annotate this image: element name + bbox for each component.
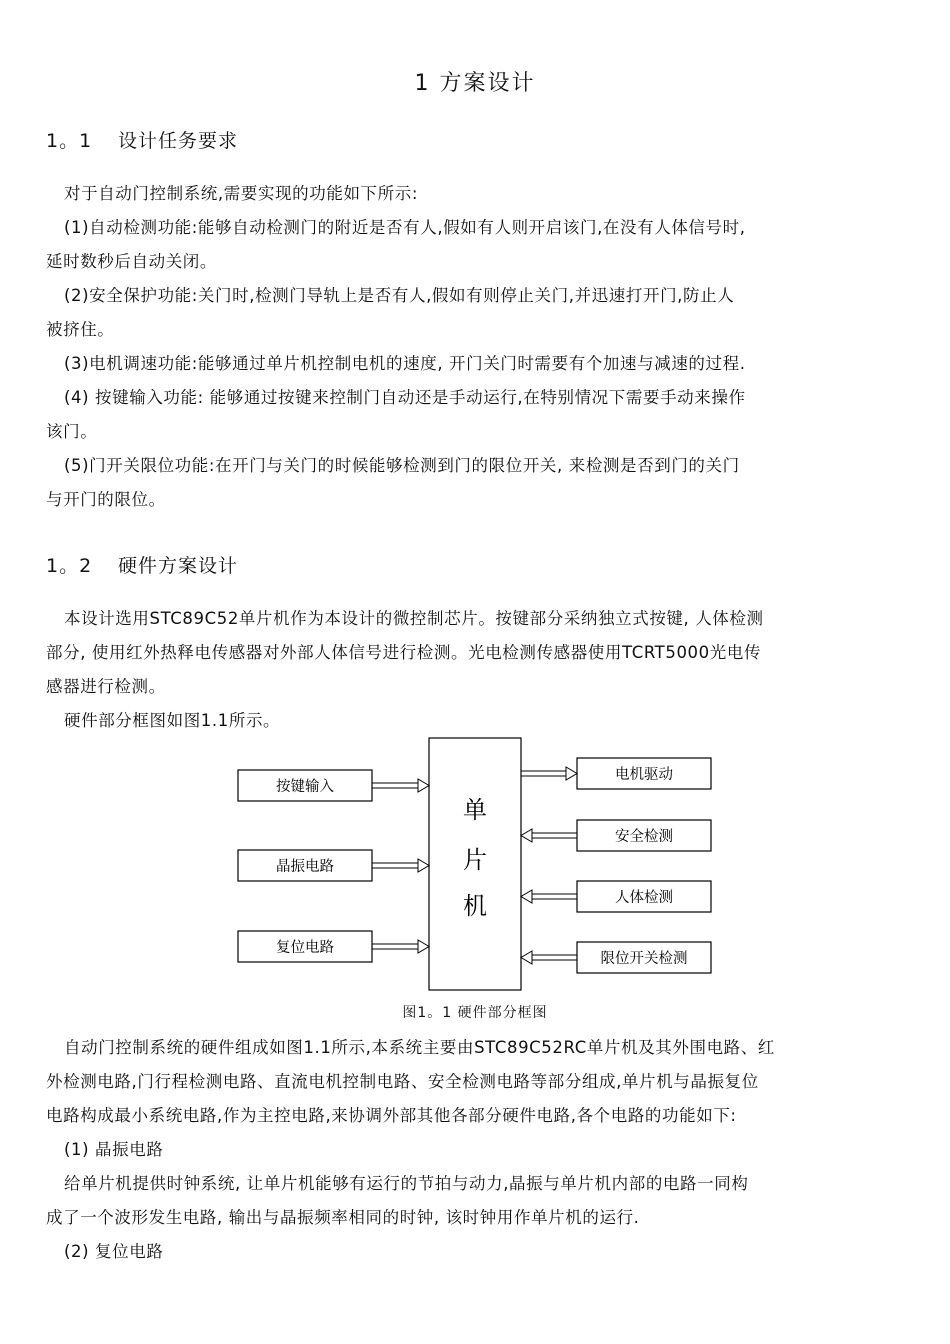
paragraph-line: 本设计选用STC89C52单片机作为本设计的微控制芯片。按键部分采纳独立式按键, 人体检测 bbox=[64, 609, 764, 628]
paragraph-line: 给单片机提供时钟系统, 让单片机能够有运行的节拍与动力,晶振与单片机内部的电路一同构 bbox=[64, 1174, 749, 1193]
arrow-limit-to-mcu bbox=[521, 951, 577, 964]
keypad-input-label: 按键输入 bbox=[276, 779, 334, 795]
section-1-2-body bbox=[46, 602, 906, 738]
limit-switch-detect-label: 限位开关检测 bbox=[600, 951, 688, 967]
paragraph-line: 自动门控制系统的硬件组成如图1.1所示,本系统主要由STC89C52RC单片机及其外围电路、红 bbox=[64, 1038, 775, 1057]
section-heading-1-1 bbox=[46, 126, 238, 153]
paragraph-line: 硬件部分框图如图1.1所示。 bbox=[64, 711, 281, 730]
list-item-line: 被挤住。 bbox=[46, 320, 115, 339]
arrow-reset-to-mcu bbox=[372, 940, 429, 953]
subheading-reset-circuit: (2) 复位电路 bbox=[64, 1242, 164, 1261]
reset-circuit-label: 复位电路 bbox=[276, 940, 334, 956]
hardware-block-diagram bbox=[0, 730, 950, 1030]
list-item-line: (4) 按键输入功能: 能够通过按键来控制门自动还是手动运行,在特别情况下需要手动来操作 bbox=[64, 388, 746, 407]
section-title: 硬件方案设计 bbox=[118, 555, 239, 577]
section-heading-1-2 bbox=[46, 551, 238, 578]
subheading-crystal-circuit: (1) 晶振电路 bbox=[64, 1140, 164, 1159]
arrow-keypad-to-mcu bbox=[372, 779, 429, 792]
paragraph-line: 外检测电路,门行程检测电路、直流电机控制电路、安全检测电路等部分组成,单片机与晶振复位 bbox=[46, 1072, 759, 1091]
mcu-label-char: 机 bbox=[463, 892, 487, 920]
arrow-crystal-to-mcu bbox=[372, 859, 429, 872]
list-item-line: (1)自动检测功能:能够自动检测门的附近是否有人,假如有人则开启该门,在没有人体信号时, bbox=[64, 218, 746, 237]
paragraph-line: 电路构成最小系统电路,作为主控电路,来协调外部其他各部分硬件电路,各个电路的功能如下: bbox=[46, 1106, 737, 1125]
arrow-human-to-mcu bbox=[521, 890, 577, 903]
figure-caption: 图1。1 硬件部分框图 bbox=[402, 1005, 548, 1021]
paragraph-line: 部分, 使用红外热释电传感器对外部人体信号进行检测。光电检测传感器使用TCRT5000光电传 bbox=[46, 643, 762, 662]
motor-drive-label: 电机驱动 bbox=[615, 767, 673, 783]
list-item-line: (3)电机调速功能:能够通过单片机控制电机的速度, 开门关门时需要有个加速与减速的过程. bbox=[64, 354, 746, 373]
section-1-1-body bbox=[46, 177, 906, 517]
human-detect-label: 人体检测 bbox=[615, 890, 673, 906]
mcu-label-char: 片 bbox=[463, 846, 487, 874]
list-item-line: (2)安全保护功能:关门时,检测门导轨上是否有人,假如有则停止关门,并迅速打开门,防止人 bbox=[64, 286, 735, 305]
list-item-line: (5)门开关限位功能:在开门与关门的时候能够检测到门的限位开关, 来检测是否到门的关门 bbox=[64, 456, 740, 475]
safety-detect-label: 安全检测 bbox=[615, 829, 673, 845]
hardware-description-body bbox=[46, 1031, 906, 1269]
section-number: 1。1 bbox=[46, 130, 93, 152]
page-title: 1 方案设计 bbox=[414, 71, 536, 96]
paragraph-line: 感器进行检测。 bbox=[46, 677, 166, 696]
arrow-safety-to-mcu bbox=[521, 829, 577, 842]
paragraph-line: 成了一个波形发生电路, 输出与晶振频率相同的时钟, 该时钟用作单片机的运行. bbox=[46, 1208, 640, 1227]
crystal-circuit-label: 晶振电路 bbox=[276, 859, 334, 875]
paragraph-line: 对于自动门控制系统,需要实现的功能如下所示: bbox=[64, 184, 419, 203]
list-item-line: 延时数秒后自动关闭。 bbox=[46, 252, 217, 271]
section-number: 1。2 bbox=[46, 555, 93, 577]
section-title: 设计任务要求 bbox=[118, 130, 239, 152]
mcu-label-char: 单 bbox=[463, 796, 487, 824]
list-item-line: 该门。 bbox=[46, 422, 98, 441]
arrow-mcu-to-motor bbox=[521, 767, 577, 780]
list-item-line: 与开门的限位。 bbox=[46, 490, 166, 509]
